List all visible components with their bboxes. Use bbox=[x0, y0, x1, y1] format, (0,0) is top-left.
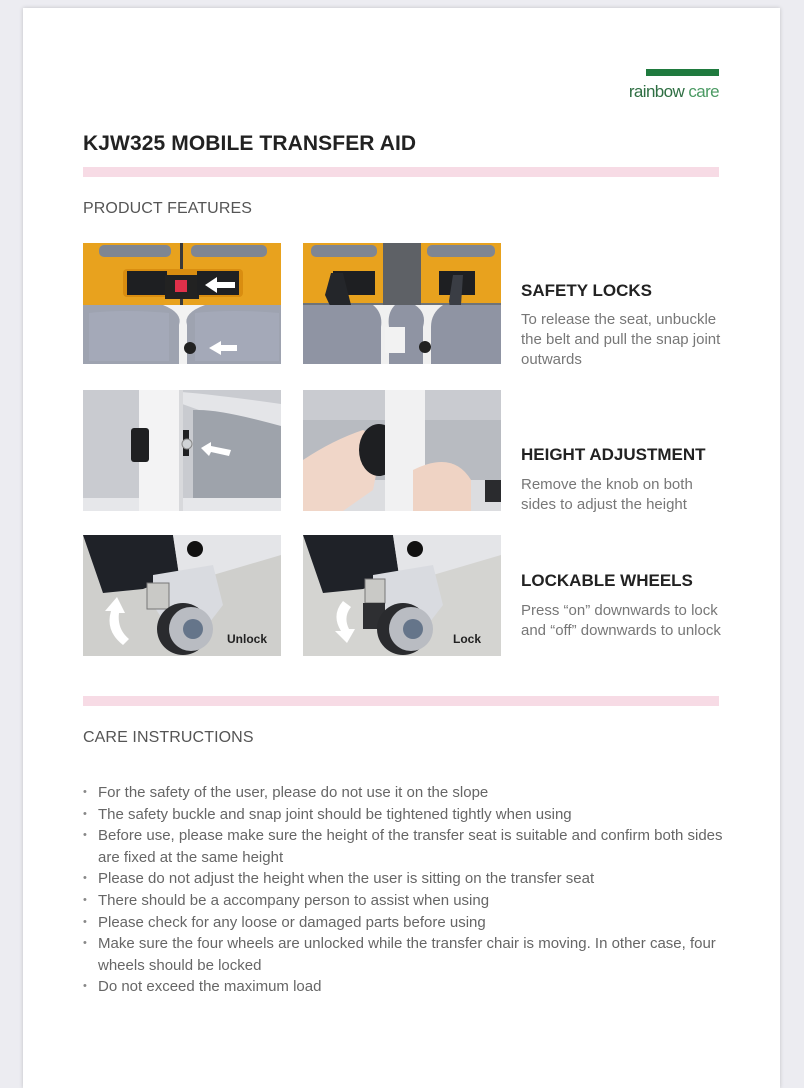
page-title: KJW325 MOBILE TRANSFER AID bbox=[83, 132, 417, 155]
feature-title-safety-locks: SAFETY LOCKS bbox=[521, 281, 652, 300]
list-item: • Make sure the four wheels are unlocked while the transfer chair is moving. In other case, four wheels should be locked bbox=[83, 933, 723, 976]
list-item: • Before use, please make sure the height of the transfer seat is suitable and confirm both sides are fixed at the same height bbox=[83, 825, 723, 868]
document-page bbox=[23, 8, 780, 1088]
wheel-unlock-photo bbox=[83, 535, 281, 656]
feature-desc-height-adjustment: Remove the knob on both sides to adjust the height bbox=[521, 476, 693, 513]
divider bbox=[83, 696, 719, 706]
product-features-heading: PRODUCT FEATURES bbox=[83, 200, 253, 217]
hand-removing-knob-photo bbox=[303, 390, 501, 511]
buckle-released-photo bbox=[303, 243, 501, 364]
list-item: • Please check for any loose or damaged parts before using bbox=[83, 912, 723, 934]
list-item: • Do not exceed the maximum load bbox=[83, 976, 723, 998]
logo-text: rainbow care bbox=[628, 82, 719, 101]
feature-desc-lockable-wheels: Press “on” downwards to lock and “off” downwards to unlock bbox=[521, 602, 721, 639]
feature-title-lockable-wheels: LOCKABLE WHEELS bbox=[521, 571, 693, 590]
care-instructions-heading: CARE INSTRUCTIONS bbox=[83, 729, 254, 746]
logo-bar bbox=[646, 69, 719, 76]
lock-label: Lock bbox=[452, 632, 481, 646]
wheel-lock-photo bbox=[303, 535, 501, 656]
buckle-fastened-photo bbox=[83, 243, 281, 364]
list-item: • Please do not adjust the height when the user is sitting on the transfer seat bbox=[83, 868, 723, 890]
list-item: • There should be a accompany person to assist when using bbox=[83, 890, 723, 912]
care-instructions-list bbox=[83, 782, 723, 998]
feature-desc-safety-locks: To release the seat, unbuckle the belt and pull the snap joint outwards bbox=[521, 311, 721, 368]
height-knob-photo bbox=[83, 390, 281, 511]
feature-title-height-adjustment: HEIGHT ADJUSTMENT bbox=[521, 445, 706, 464]
list-item: • The safety buckle and snap joint should be tightened tightly when using bbox=[83, 804, 723, 826]
unlock-label: Unlock bbox=[226, 632, 267, 646]
list-item: • For the safety of the user, please do not use it on the slope bbox=[83, 782, 723, 804]
divider bbox=[83, 167, 719, 177]
